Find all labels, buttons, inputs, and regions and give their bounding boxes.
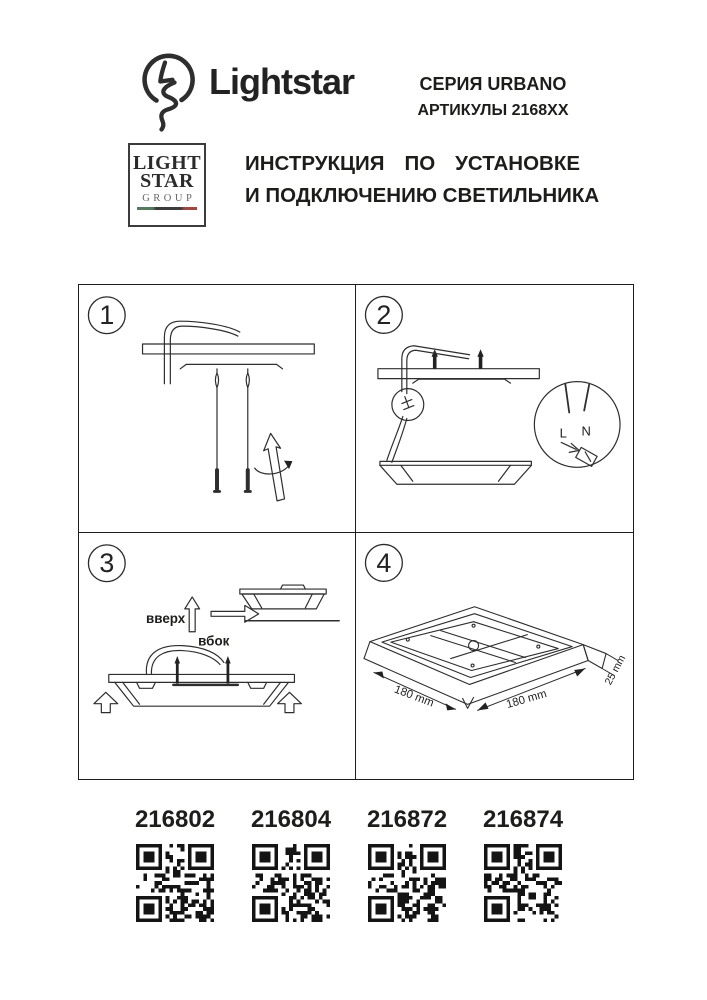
up-arrow-icon (185, 597, 200, 632)
push-arrow-right (278, 692, 302, 712)
dimension-right (478, 669, 586, 711)
ceiling-cable (164, 321, 239, 384)
group-logo-light: LIGHT (132, 152, 202, 174)
article-column (465, 806, 581, 922)
step4-diagram (356, 533, 633, 780)
step-number-badge (88, 545, 125, 582)
step-number-badge (88, 297, 125, 334)
supply-cable (387, 346, 470, 463)
label-up: вверх (146, 610, 186, 626)
step3-diagram (79, 533, 355, 780)
dimension-height (602, 653, 628, 687)
step1-diagram (79, 285, 355, 532)
series-label: СЕРИЯ URBANO (419, 74, 567, 94)
lightstar-group-logo (128, 143, 206, 227)
wire-label-line: L (559, 425, 567, 441)
article-number: 216872 (366, 806, 448, 833)
step-number-badge (365, 545, 402, 582)
step-panel-4 (356, 533, 633, 780)
mounting-bracket (413, 379, 511, 383)
lamp-rim (109, 675, 295, 683)
label-side: вбок (198, 633, 230, 649)
installed-screw-left (432, 349, 438, 368)
screw-pin-right (225, 656, 231, 683)
screw-left (215, 369, 220, 492)
svg-text:4: 4 (376, 547, 392, 578)
group-logo-star: STAR (140, 170, 194, 192)
step-number-badge (365, 296, 402, 333)
wire-label-neutral: N (581, 423, 591, 439)
dim-left-label: 180 mm (392, 683, 436, 710)
dim-height-label: 25 mm (603, 653, 629, 688)
push-arrow-left (94, 692, 118, 712)
step-panel-2 (356, 285, 633, 533)
article-number: 216802 (134, 806, 216, 833)
lamp-body (380, 461, 531, 484)
screw-right (245, 369, 250, 492)
qr-code (136, 844, 214, 922)
svg-text:2: 2 (376, 299, 392, 330)
articles-range-label: АРТИКУЛЫ 2168XX (417, 102, 569, 119)
qr-code (252, 844, 330, 922)
qr-code (484, 844, 562, 922)
article-column (233, 806, 349, 922)
lightstar-bulb-icon (137, 51, 199, 141)
article-column (117, 806, 233, 922)
step2-diagram (356, 285, 633, 532)
installation-steps-grid (78, 284, 634, 780)
article-number: 216804 (250, 806, 332, 833)
instruction-title (245, 152, 600, 208)
side-flange (583, 645, 606, 669)
screw-pin-left (175, 656, 181, 683)
mounting-bracket (180, 364, 282, 368)
lamp-push-up-drawing (94, 646, 301, 713)
instruction-title-line1: ИНСТРУКЦИЯ ПО УСТАНОВКЕ (245, 152, 580, 175)
articles-row (0, 806, 707, 966)
series-block (400, 74, 586, 120)
installed-screw-right (477, 349, 483, 368)
lamp-cable (146, 646, 224, 675)
dimension-left (374, 672, 456, 711)
brand-wordmark: Lightstar (209, 61, 355, 102)
group-logo-flag-stripe (137, 207, 197, 210)
svg-text:1: 1 (99, 300, 115, 331)
ceiling-plate (143, 344, 315, 354)
article-column (349, 806, 465, 922)
step-panel-3 (79, 533, 356, 780)
svg-text:3: 3 (99, 548, 115, 579)
dim-right-label: 180 mm (505, 688, 549, 712)
group-logo-group: GROUP (142, 193, 196, 204)
instruction-title-line2: И ПОДКЛЮЧЕНИЮ СВЕТИЛЬНИКА (245, 184, 600, 207)
article-number: 216874 (482, 806, 564, 833)
qr-code (368, 844, 446, 922)
step-panel-1 (79, 285, 356, 533)
screw-rotation-arrow (255, 433, 293, 501)
wiring-magnifier (534, 382, 620, 468)
mounted-lamp-side-view (240, 585, 339, 621)
